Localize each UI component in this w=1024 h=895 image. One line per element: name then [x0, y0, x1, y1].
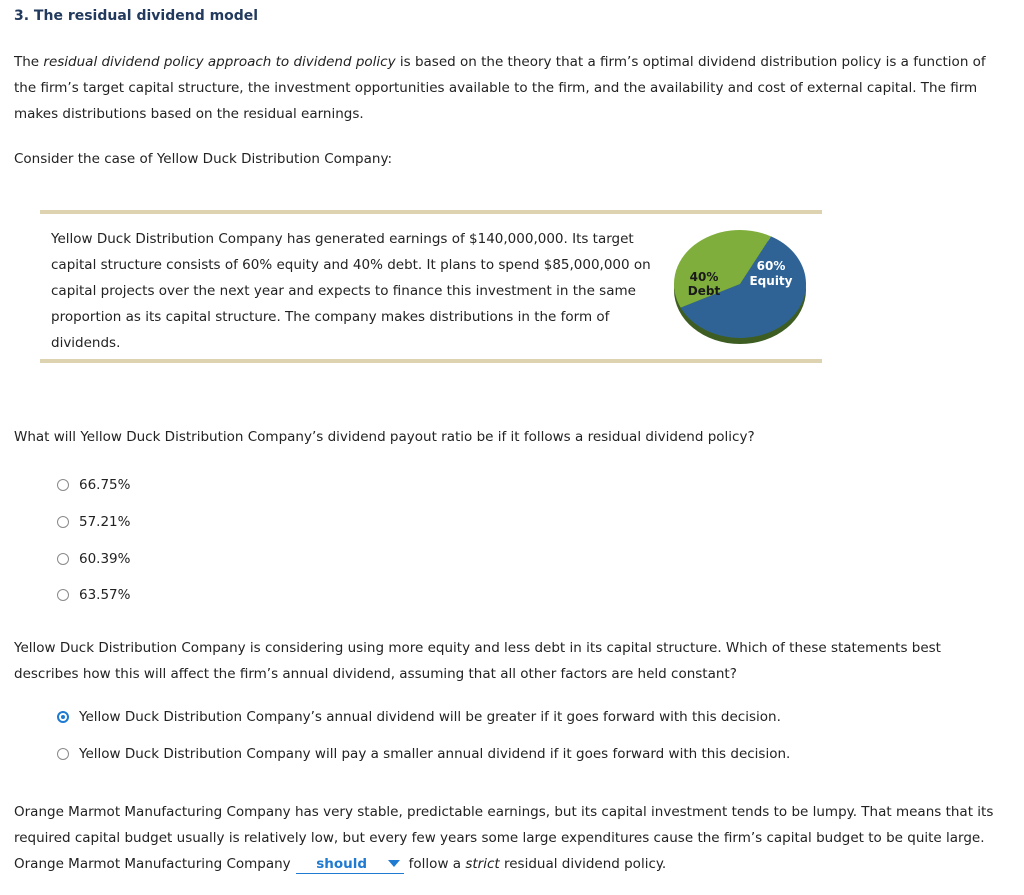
radio-button[interactable]	[57, 516, 69, 528]
para4-text-start: Orange Marmot Manufacturing Company has very stable, predictable earnings, but its capital investment tends to be lumpy. That means that its required capital budget usually is relatively low, but every few years some large expenditures cause the firm’s capital budget to be quite large. Orange Marmot Manufacturing Company	[14, 804, 994, 872]
question-2-options	[57, 699, 790, 772]
capital-structure-pie-chart	[670, 228, 850, 346]
option-label: 57.21%	[79, 514, 131, 531]
para4-text-end: residual dividend policy.	[499, 856, 667, 872]
pie-label-equity-pct: 60%	[756, 259, 786, 273]
option-label: 63.57%	[79, 587, 131, 604]
radio-button[interactable]	[57, 479, 69, 491]
radio-button[interactable]	[57, 589, 69, 601]
question-1-options	[57, 467, 130, 614]
para4-text-mid: follow a	[408, 856, 466, 872]
option-label: 66.75%	[79, 477, 131, 494]
policy-dropdown[interactable]	[296, 854, 404, 874]
case-box	[40, 210, 822, 363]
option-1-b[interactable]	[57, 504, 130, 541]
intro-emphasis: residual dividend policy approach to dividend policy	[43, 54, 396, 70]
pie-label-debt: Debt	[687, 284, 721, 298]
radio-button[interactable]	[57, 748, 69, 760]
chevron-down-icon[interactable]	[388, 860, 400, 867]
intro-paragraph	[14, 49, 1004, 127]
option-label: 60.39%	[79, 550, 131, 567]
radio-button[interactable]	[57, 553, 69, 565]
intro-text-end: is based on the theory that a firm’s optimal dividend distribution policy is a function of the firm’s target capital structure, the investment opportunities available to the firm, and the availability and cost of external capital. The firm makes distributions based on the residual earnings.	[14, 54, 986, 122]
intro-text-start: The	[14, 54, 44, 70]
question-1: What will Yellow Duck Distribution Company’s dividend payout ratio be if it follows a residual dividend policy?	[14, 429, 755, 445]
pie-label-debt-pct: 40%	[689, 270, 719, 284]
question-2: Yellow Duck Distribution Company is considering using more equity and less debt in its capital structure. Which of these statements best describes how this will affect the firm’s annual dividend, assuming that all other factors are held constant?	[14, 640, 941, 682]
para4-emphasis: strict	[465, 856, 500, 872]
option-2-b[interactable]	[57, 736, 790, 773]
pie-label-equity: Equity	[749, 274, 793, 288]
radio-button-selected[interactable]	[57, 711, 69, 723]
option-2-a[interactable]	[57, 699, 790, 736]
orange-marmot-paragraph	[14, 799, 1004, 877]
section-title: 3. The residual dividend model	[14, 8, 259, 24]
option-1-d[interactable]	[57, 577, 130, 614]
option-1-c[interactable]	[57, 540, 130, 577]
option-label: Yellow Duck Distribution Company’s annual dividend will be greater if it goes forward with this decision.	[79, 709, 781, 726]
option-1-a[interactable]	[57, 467, 130, 504]
consider-text: Consider the case of Yellow Duck Distribution Company:	[14, 151, 392, 167]
dropdown-value: should	[316, 856, 368, 872]
case-text: Yellow Duck Distribution Company has generated earnings of $140,000,000. Its target capital structure consists of 60% equity and 40% debt. It plans to spend $85,000,000 on capital projects over the next year and expects to finance this investment in the same proportion as its capital structure. The company makes distributions in the form of dividends.	[51, 231, 651, 351]
option-label: Yellow Duck Distribution Company will pay a smaller annual dividend if it goes forward with this decision.	[79, 746, 791, 763]
